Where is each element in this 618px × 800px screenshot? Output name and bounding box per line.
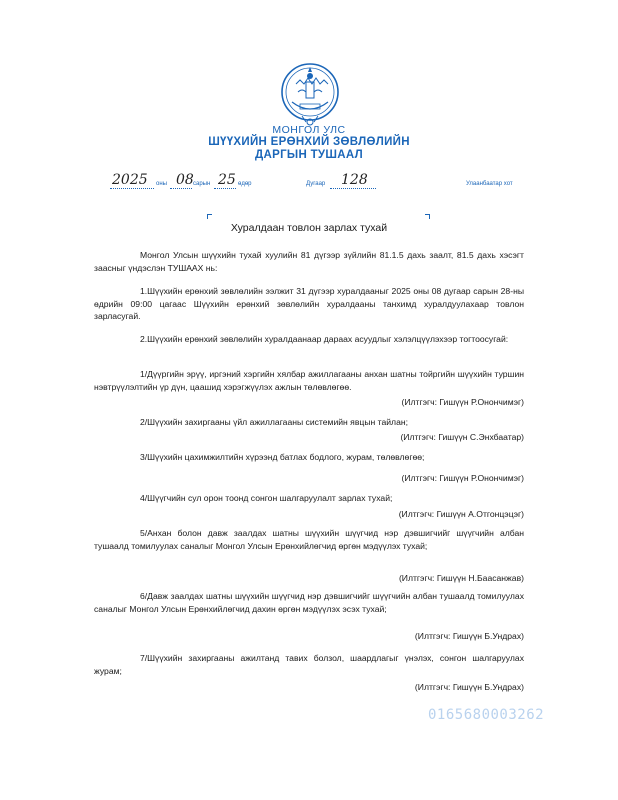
clause-2 (94, 333, 524, 346)
agenda-item-4 (94, 492, 524, 505)
agenda-item-6 (94, 590, 524, 615)
agenda-item-text: 6/Давж заалдах шатны шүүхийн шүүгчид нэр дэвшигчийг шүүгчийн албан тушаалд томилуулах саналыг Монгол Улсын Ерөнхийлөгчид дахин өргөн мэдүүлэх эсэх тухай; (94, 591, 524, 614)
agenda-item-responsible: (Илтгэгч: Гишүүн Н.Баасанжав) (398, 573, 524, 583)
agenda-item-responsible: (Илтгэгч: Гишүүн Б.Ундрах) (414, 631, 524, 641)
agenda-item-responsible: (Илтгэгч: Гишүүн Б.Ундрах) (414, 682, 524, 692)
year-value: 2025 (112, 172, 148, 188)
agenda-item-text: 2/Шүүхийн захиргааны үйл ажиллагааны системийн явцын тайлан; (140, 417, 408, 427)
month-value: 08 (176, 172, 194, 188)
agenda-item-responsible: (Илтгэгч: Гишүүн А.Отгонцэцэг) (398, 509, 524, 519)
document-serial-number: 0165680003262 (428, 707, 545, 723)
organization-name: ШҮҮХИЙН ЕРӨНХИЙ ЗӨВЛӨЛИЙН (208, 136, 410, 148)
year-suffix: оны (156, 181, 167, 187)
day-value: 25 (218, 172, 236, 188)
document-title: Хуралдаан товлон зарлах тухай (230, 222, 388, 234)
clause-1-text: 1.Шүүхийн ерөнхий зөвлөлийн ээлжит 31 дүгээр хуралдааныг 2025 оны 08 дугаар сарын 28-ны өдрийн 09:00 цагаас Шүүхийн ерөнхий зөвлөлийн хуралдааны танхимд хуралдуулахаар товлон зарласугай. (94, 286, 524, 321)
preamble (94, 249, 524, 274)
city-label: Улаанбаатар хот (466, 181, 513, 187)
document-type: ДАРГЫН ТУШААЛ (255, 149, 363, 161)
document-header (0, 124, 618, 162)
agenda-item-responsible: (Илтгэгч: Гишүүн Р.Онончимэг) (401, 397, 524, 407)
agenda-item-7 (94, 652, 524, 677)
state-emblem-icon (278, 58, 342, 128)
agenda-item-text: 3/Шүүхийн цахимжилтийн хүрээнд батлах бодлого, журам, төлөвлөгөө; (140, 452, 425, 462)
clause-2-text: 2.Шүүхийн ерөнхий зөвлөлийн хуралдаанаар дараах асуудлыг хэлэлцүүлэхээр тогтоосугай: (140, 334, 509, 344)
date-line (0, 170, 618, 190)
agenda-item-5 (94, 527, 524, 552)
agenda-item-text: 1/Дүүргийн эрүү, иргэний хэргийн хялбар ажиллагааны анхан шатны тойргийн шүүхийн туршин нэвтрүүлэлтийн үр дүн, цаашид хэрэгжүүлэх ажлын төлөвлөгөө. (94, 369, 524, 392)
day-suffix: өдөр (238, 181, 252, 187)
number-label: Дугаар (306, 181, 326, 187)
agenda-item-3 (94, 451, 524, 464)
agenda-item-responsible: (Илтгэгч: Гишүүн Р.Онончимэг) (401, 473, 524, 483)
agenda-item-text: 7/Шүүхийн захиргааны ажилтанд тавих болзол, шаардлагыг үнэлэх, сонгон шалгаруулах журам; (94, 653, 524, 676)
agenda-item-1 (94, 368, 524, 393)
preamble-text: Монгол Улсын шүүхийн тухай хуулийн 81 дүгээр зүйлийн 81.1.5 дахь заалт, 81.5 дахь хэсэгт заасныг үндэслэн ТУШААХ нь: (94, 250, 524, 273)
month-suffix: сарын (193, 181, 211, 187)
agenda-item-responsible: (Илтгэгч: Гишүүн С.Энхбаатар) (400, 432, 524, 442)
clause-1 (94, 285, 524, 323)
agenda-item-text: 4/Шүүгчийн сул орон тоонд сонгон шалгаруулалт зарлах тухай; (140, 493, 393, 503)
agenda-item-2 (94, 416, 524, 429)
country-name: МОНГОЛ УЛС (272, 124, 346, 136)
number-value: 128 (341, 172, 368, 188)
agenda-item-text: 5/Анхан болон давж заалдах шатны шүүхийн шүүгчид нэр дэвшигчийг шүүгчийн албан тушаалд томилуулах саналыг Монгол Улсын Ерөнхийлөгчид өргөн мэдүүлэх тухай; (94, 528, 524, 551)
